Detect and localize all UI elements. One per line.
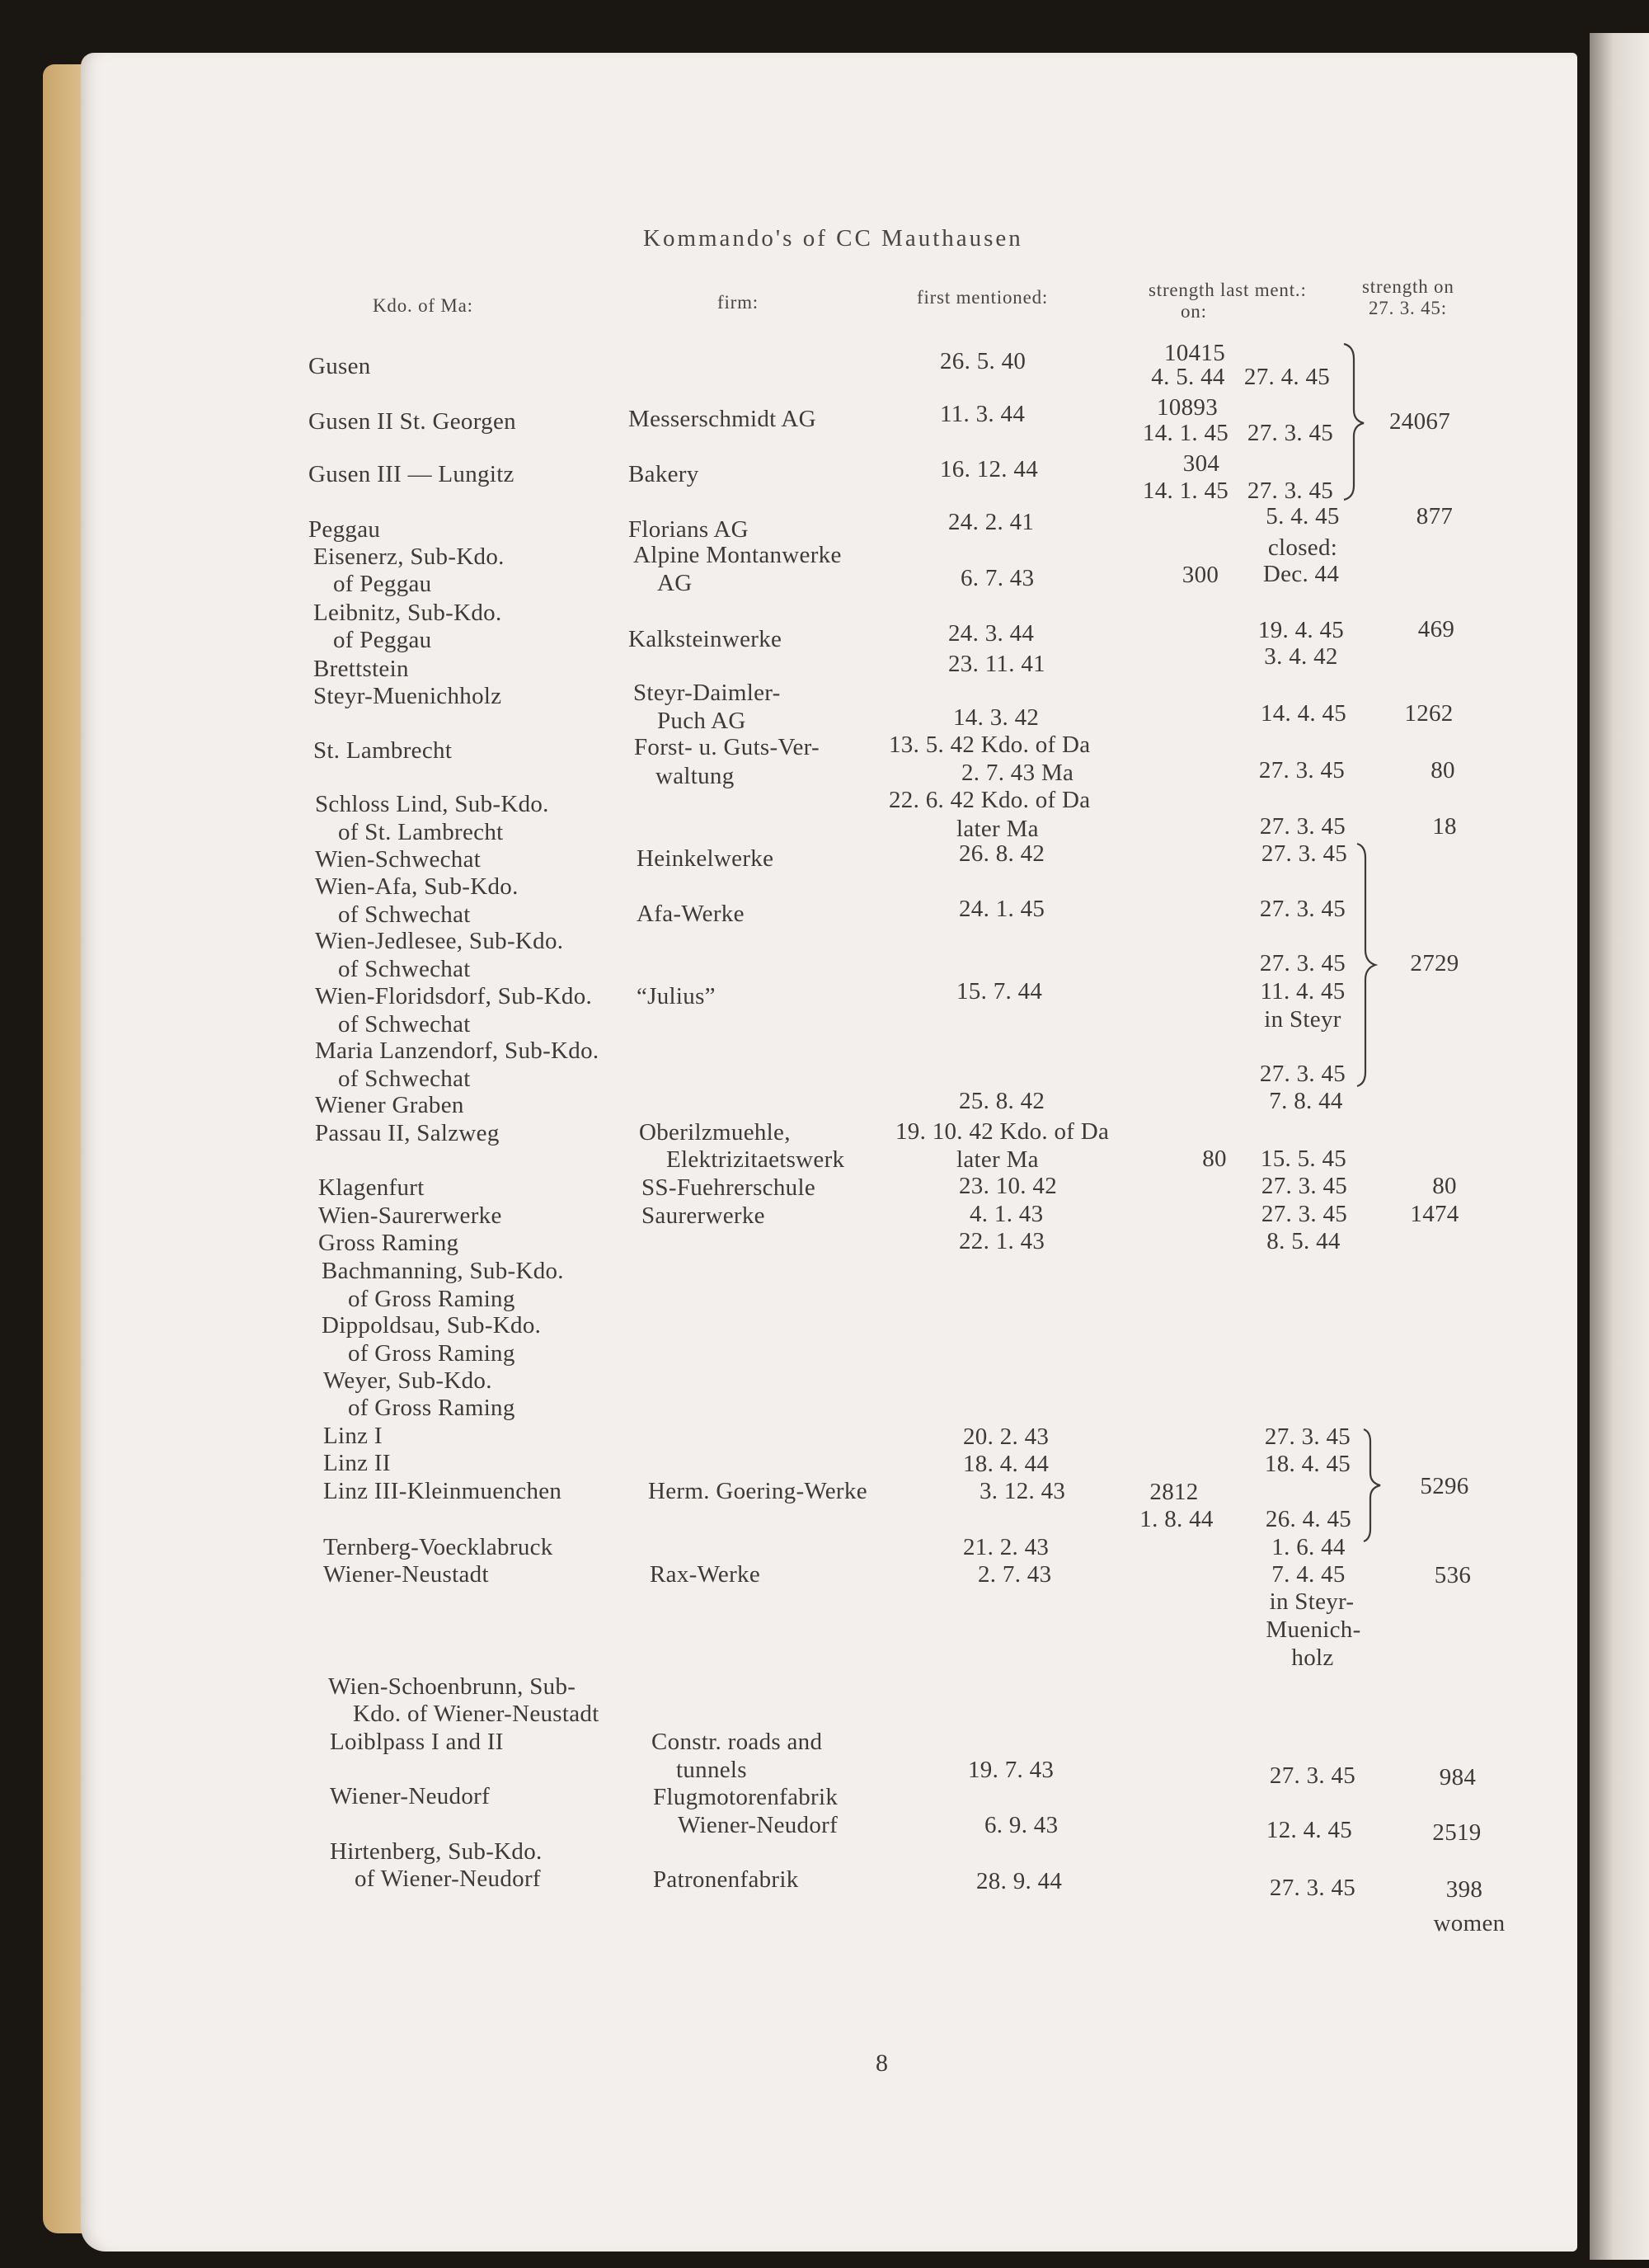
cell-kdo-name: Brettstein	[313, 656, 409, 682]
cell-firm: SS-Fuehrerschule	[641, 1174, 815, 1201]
cell-kdo-name: Wiener-Neustadt	[323, 1561, 489, 1588]
cell-strength: 14. 1. 45	[1142, 478, 1229, 504]
cell-kdo-name: of Gross Raming	[348, 1395, 515, 1421]
cell-first-mentioned: later Ma	[956, 816, 1039, 842]
cell-first-mentioned: 21. 2. 43	[963, 1534, 1050, 1560]
cell-strength-total: 877	[1416, 503, 1454, 529]
cell-kdo-name: Kdo. of Wiener-Neustadt	[353, 1701, 599, 1727]
cell-kdo-name: Peggau	[308, 516, 381, 543]
cell-kdo-name: Wien-Jedlesee, Sub-Kdo.	[315, 928, 564, 954]
cell-first-mentioned: 14. 3. 42	[953, 704, 1040, 731]
cell-last-mentioned: 7. 4. 45	[1271, 1561, 1346, 1588]
cell-last-mentioned: 27. 3. 45	[1261, 840, 1348, 867]
cell-strength-total: 5296	[1420, 1473, 1469, 1499]
cell-kdo-name: Schloss Lind, Sub-Kdo.	[315, 791, 549, 817]
cell-strength-total: women	[1433, 1910, 1506, 1936]
cell-kdo-name: of Schwechat	[338, 901, 471, 928]
cell-last-mentioned: Muenich-	[1266, 1616, 1361, 1643]
cell-strength: 10415	[1164, 340, 1225, 366]
cell-last-mentioned: closed:	[1267, 534, 1338, 561]
cell-firm: Patronenfabrik	[653, 1866, 799, 1893]
cell-first-mentioned: 11. 3. 44	[940, 401, 1026, 427]
cell-kdo-name: of Peggau	[333, 627, 432, 653]
cell-kdo-name: Wien-Afa, Sub-Kdo.	[315, 873, 519, 900]
cell-kdo-name: Gross Raming	[318, 1230, 459, 1256]
cell-firm: Alpine Montanwerke	[633, 542, 842, 568]
cell-firm: waltung	[655, 763, 735, 789]
cell-strength-total: 24067	[1389, 408, 1450, 435]
header-first-mentioned: first mentioned:	[917, 287, 1049, 308]
cell-first-mentioned: 13. 5. 42 Kdo. of Da	[889, 732, 1091, 758]
cell-first-mentioned: 2. 7. 43	[978, 1561, 1052, 1588]
cell-last-mentioned: 27. 3. 45	[1261, 1201, 1348, 1227]
cell-first-mentioned: 26. 5. 40	[940, 348, 1027, 374]
cell-kdo-name: of Schwechat	[338, 1066, 471, 1092]
cell-strength-total: 18	[1432, 813, 1457, 840]
cell-last-mentioned: 27. 3. 45	[1247, 420, 1334, 446]
cell-last-mentioned: 27. 3. 45	[1269, 1762, 1356, 1789]
cell-last-mentioned: 27. 3. 45	[1259, 813, 1346, 840]
cell-firm: Kalksteinwerke	[628, 626, 782, 652]
cell-last-mentioned: 19. 4. 45	[1257, 617, 1345, 643]
cell-kdo-name: Gusen	[308, 353, 371, 379]
cell-last-mentioned: 26. 4. 45	[1265, 1506, 1352, 1532]
cell-firm: Puch AG	[657, 708, 746, 734]
header-kdo: Kdo. of Ma:	[373, 295, 473, 316]
page-title: Kommando's of CC Mauthausen	[643, 225, 1023, 252]
cell-kdo-name: Linz I	[323, 1423, 383, 1449]
cell-strength: 10893	[1157, 394, 1218, 421]
cell-kdo-name: Passau II, Salzweg	[315, 1120, 500, 1146]
cell-first-mentioned: 24. 2. 41	[948, 509, 1035, 535]
cell-strength-total: 1474	[1410, 1201, 1459, 1227]
cell-first-mentioned: 24. 1. 45	[959, 896, 1045, 922]
cell-kdo-name: Wiener Graben	[315, 1092, 464, 1118]
cell-last-mentioned: 27. 3. 45	[1264, 1423, 1351, 1450]
cell-kdo-name: Wien-Saurerwerke	[318, 1202, 502, 1229]
cell-first-mentioned: 25. 8. 42	[959, 1088, 1045, 1114]
cell-strength-total: 398	[1445, 1876, 1483, 1903]
header-strength-on-date-b: 27. 3. 45:	[1369, 298, 1447, 318]
cell-last-mentioned: 3. 4. 42	[1264, 643, 1338, 670]
cell-kdo-name: of Wiener-Neudorf	[355, 1866, 541, 1892]
cell-strength: 300	[1182, 562, 1219, 588]
cell-strength-total: 80	[1431, 757, 1455, 783]
cell-first-mentioned: 2. 7. 43 Ma	[961, 760, 1074, 786]
cell-last-mentioned: 27. 3. 45	[1261, 1173, 1348, 1199]
cell-strength-total: 984	[1439, 1764, 1477, 1790]
cell-last-mentioned: 27. 3. 45	[1269, 1875, 1356, 1901]
cell-firm: Afa-Werke	[637, 901, 745, 927]
cell-kdo-name: Gusen III — Lungitz	[308, 461, 514, 487]
cell-strength-total: 2729	[1410, 950, 1459, 976]
cell-firm: AG	[657, 570, 693, 596]
cell-last-mentioned: in Steyr-	[1269, 1588, 1355, 1615]
cell-last-mentioned: 12. 4. 45	[1266, 1817, 1353, 1843]
cell-kdo-name: Steyr-Muenichholz	[313, 683, 502, 709]
cell-last-mentioned: Dec. 44	[1262, 561, 1340, 587]
cell-kdo-name: Hirtenberg, Sub-Kdo.	[330, 1838, 543, 1865]
cell-firm: Elektrizitaetswerk	[666, 1146, 845, 1173]
cell-last-mentioned: 27. 3. 45	[1258, 757, 1346, 783]
cell-last-mentioned: 7. 8. 44	[1269, 1088, 1343, 1114]
cell-last-mentioned: 27. 3. 45	[1259, 1061, 1346, 1087]
cell-first-mentioned: 20. 2. 43	[963, 1423, 1050, 1450]
header-firm: firm:	[717, 292, 759, 313]
cell-strength: 4. 5. 44	[1151, 364, 1225, 390]
cell-first-mentioned: later Ma	[956, 1146, 1039, 1173]
cell-last-mentioned: 8. 5. 44	[1266, 1228, 1341, 1254]
cell-kdo-name: Weyer, Sub-Kdo.	[323, 1367, 492, 1394]
next-page-edge	[1590, 33, 1649, 2260]
cell-first-mentioned: 23. 11. 41	[948, 651, 1045, 677]
cell-firm: Steyr-Daimler-	[633, 680, 781, 706]
cell-first-mentioned: 24. 3. 44	[948, 620, 1035, 647]
cell-first-mentioned: 6. 9. 43	[984, 1812, 1059, 1838]
cell-firm: Constr. roads and	[651, 1729, 823, 1755]
cell-strength-total: 1262	[1404, 700, 1454, 727]
cell-first-mentioned: 22. 1. 43	[959, 1228, 1045, 1254]
cell-last-mentioned: 27. 4. 45	[1243, 364, 1331, 390]
cell-strength-total: 536	[1434, 1562, 1472, 1588]
cell-kdo-name: of Gross Raming	[348, 1340, 515, 1367]
cell-kdo-name: Wien-Schoenbrunn, Sub-	[328, 1673, 576, 1700]
cell-firm: Florians AG	[628, 516, 749, 543]
cell-kdo-name: Loiblpass I and II	[330, 1729, 504, 1755]
cell-first-mentioned: 18. 4. 44	[963, 1451, 1050, 1477]
cell-strength-total: 469	[1417, 616, 1455, 642]
cell-first-mentioned: 22. 6. 42 Kdo. of Da	[889, 787, 1091, 813]
header-strength-on: on:	[1181, 301, 1207, 322]
cell-kdo-name: Wien-Schwechat	[315, 846, 482, 873]
cell-last-mentioned: 15. 5. 45	[1260, 1146, 1347, 1172]
cell-strength: 2812	[1149, 1479, 1199, 1505]
cell-kdo-name: Maria Lanzendorf, Sub-Kdo.	[315, 1038, 599, 1064]
header-strength-on-date-a: strength on	[1362, 276, 1454, 297]
cell-last-mentioned: 5. 4. 45	[1266, 503, 1340, 529]
cell-first-mentioned: 16. 12. 44	[940, 456, 1038, 482]
cell-kdo-name: Bachmanning, Sub-Kdo.	[322, 1258, 564, 1284]
cell-last-mentioned: holz	[1291, 1645, 1334, 1671]
cell-firm: Herm. Goering-Werke	[648, 1478, 867, 1504]
cell-first-mentioned: 6. 7. 43	[961, 565, 1035, 591]
cell-kdo-name: Linz II	[323, 1450, 391, 1476]
cell-kdo-name: of St. Lambrecht	[338, 819, 504, 845]
cell-strength: 304	[1182, 450, 1220, 477]
cell-last-mentioned: 27. 3. 45	[1247, 478, 1334, 504]
cell-last-mentioned: 18. 4. 45	[1264, 1451, 1351, 1477]
cell-first-mentioned: 26. 8. 42	[959, 840, 1045, 867]
cell-firm: Forst- u. Guts-Ver-	[634, 734, 820, 760]
cell-kdo-name: Wiener-Neudorf	[330, 1783, 491, 1809]
cell-strength-total: 80	[1432, 1173, 1457, 1199]
cell-firm: Flugmotorenfabrik	[653, 1784, 839, 1810]
cell-strength-total: 2519	[1432, 1819, 1482, 1846]
cell-last-mentioned: 14. 4. 45	[1260, 700, 1347, 727]
cell-last-mentioned: 27. 3. 45	[1259, 950, 1346, 976]
cell-first-mentioned: 4. 1. 43	[970, 1201, 1044, 1227]
cell-strength: 1. 8. 44	[1139, 1506, 1214, 1532]
cell-firm: Messerschmidt AG	[628, 406, 816, 432]
cell-first-mentioned: 19. 7. 43	[968, 1757, 1055, 1783]
cell-kdo-name: Leibnitz, Sub-Kdo.	[313, 600, 502, 626]
header-strength-last-ment: strength last ment.:	[1149, 280, 1307, 300]
cell-kdo-name: Eisenerz, Sub-Kdo.	[313, 543, 505, 570]
cell-last-mentioned: 27. 3. 45	[1259, 896, 1346, 922]
cell-kdo-name: of Gross Raming	[348, 1286, 515, 1312]
cell-first-mentioned: 23. 10. 42	[959, 1173, 1057, 1199]
cell-firm: Rax-Werke	[650, 1561, 761, 1588]
cell-firm: Saurerwerke	[641, 1202, 765, 1229]
cell-firm: Heinkelwerke	[637, 845, 774, 872]
cell-kdo-name: of Schwechat	[338, 956, 471, 982]
cell-first-mentioned: 3. 12. 43	[980, 1478, 1066, 1504]
cell-strength: 80	[1202, 1146, 1227, 1172]
cell-kdo-name: of Peggau	[333, 571, 432, 597]
cell-kdo-name: Linz III-Kleinmuenchen	[323, 1478, 562, 1504]
cell-last-mentioned: 11. 4. 45	[1260, 978, 1346, 1005]
cell-firm: tunnels	[676, 1757, 747, 1783]
cell-kdo-name: of Schwechat	[338, 1011, 471, 1038]
cell-firm: Bakery	[628, 461, 699, 487]
cell-kdo-name: Klagenfurt	[318, 1174, 425, 1201]
cell-kdo-name: Dippoldsau, Sub-Kdo.	[322, 1312, 542, 1339]
cell-kdo-name: Ternberg-Voecklabruck	[323, 1534, 553, 1560]
cell-firm: Wiener-Neudorf	[678, 1812, 839, 1838]
cell-kdo-name: Gusen II St. Georgen	[308, 408, 516, 435]
cell-firm: Oberilzmuehle,	[639, 1119, 791, 1146]
cell-kdo-name: Wien-Floridsdorf, Sub-Kdo.	[315, 983, 593, 1009]
page-number: 8	[876, 2049, 889, 2077]
cell-strength: 14. 1. 45	[1142, 420, 1229, 446]
cell-kdo-name: St. Lambrecht	[313, 737, 453, 764]
cell-last-mentioned: 1. 6. 44	[1271, 1534, 1346, 1560]
cell-last-mentioned: in Steyr	[1264, 1006, 1341, 1033]
cell-firm: “Julius”	[637, 983, 716, 1009]
cell-first-mentioned: 19. 10. 42 Kdo. of Da	[895, 1118, 1110, 1145]
cell-first-mentioned: 28. 9. 44	[976, 1868, 1063, 1894]
cell-first-mentioned: 15. 7. 44	[956, 978, 1043, 1005]
